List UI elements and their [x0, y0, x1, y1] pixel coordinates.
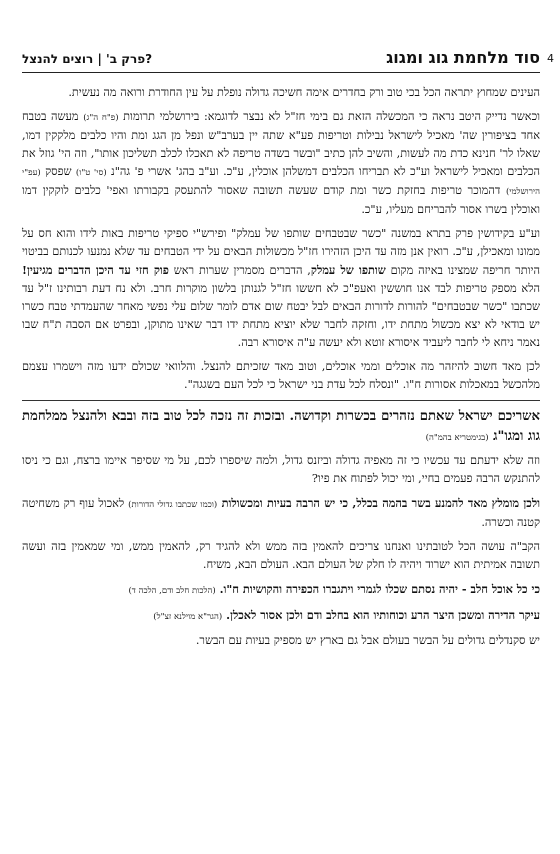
text-run: לאכול עוף רק משחיטה קטנה וכשרה. — [22, 497, 540, 529]
running-header — [22, 48, 540, 73]
paragraph-5: וזה שלא ידעתם עד עכשיו כי זה מאפיה גדולה וביזנס גדול, ולמה שיספרו לכם, על מי שסיפר איימו ברצח, וגם כי ניסו להתנקש הרבה פעמים בחיי, ומי יכול לפתוח את פיו? — [22, 454, 540, 485]
bold-phrase: ולכן מומלץ מאד להמנע בשר בהמה בכלל, כי יש הרבה בעיות ומכשולות — [217, 496, 540, 510]
divider — [22, 400, 540, 401]
body-text — [22, 84, 540, 656]
bold-phrase: שותפו של עמלק — [310, 263, 386, 277]
page-number: 4 — [547, 52, 554, 65]
paragraph-6 — [22, 494, 540, 532]
heading-text: אשריכם ישראל שאתם נזהרים בכשרות וקדושה. ובזכות זה נזכה לכל טוב בזה ובבא ולהנצל ממלחמת גוג ומגו"ג — [22, 409, 540, 444]
section-heading — [22, 407, 540, 448]
paragraph-1: העינים שמחוץ יתראה הכל בכי טוב ורק בחדרים אימה חשיכה גדולה נופלת על עין החודרת ורואה מה נעשית. — [68, 86, 540, 99]
bold-phrase: פוק חזי עד היכן הדברים מגיעין! — [22, 263, 169, 277]
paragraph-9 — [22, 606, 540, 626]
text-run: דהמוכר טריפות בחזקת כשר ומת קודם שעשה תשובה שאסור להתעסק בקבורתו ואפי' כלבים לוקקין דמו ואוכלין בשרו אסור להבריחם מעליו, ע"כ. — [22, 184, 540, 216]
source-citation: (וכמו שכתבו גדולי הדורות) — [128, 500, 218, 510]
paragraph-3 — [22, 225, 540, 352]
paragraph-4: לכן מאד חשוב להיזהר מה אוכלים וממי אוכלים, וטוב מאד שזכיתם להנצל. והלוואי שכולם ידעו מזה וישמרו עצמם מלהכשל במאכלות אסורות ח"ו. "ונסלח לכל עדת בני ישראל כי לכל העם בשגגה". — [22, 360, 540, 391]
bold-phrase: עיקר הדירה ומשכן היצר הרע וכוחותיו הוא בחלב ודם ולכן אסור לאכלן. — [222, 608, 540, 622]
source-citation: (סי' ט"ו) — [75, 168, 107, 178]
source-citation: (בגימטריא בהמ"ה) — [425, 433, 489, 443]
text-run: שפסק — [40, 165, 76, 178]
text-run: וכאשר נדייק היטב נראה כי המכשלה הזאת גם בימי חז"ל לא נבצר לדוגמא: בירושלמי תרומות — [118, 110, 540, 123]
chapter-title: פרק ב' | רוצים להנצל? — [22, 52, 153, 66]
text-run: הלא מספק טריפות לבד אנו חוששין ואעפ"כ לא חששו חז"ל לגנותן בלשון מוקרות חרב. ולא נח דעת רבותינו ז"ל עד שכתבו "כשר שבטבחים" להורות לדורות הבאים לבל יבטח שום אדם לומר שלום עלי נפשי מאחר שהעמדתי טבח כשרו יש בודאי לא יצא מכשול מתחת ידו, וחזקה לחבר שלא יוציא מתחת ידו דבר שאינו מתוקן, ובפרט אם הסבה ת"ח שבו נאמר ניחא לי לחבר ליעביד איסורא זוטא ולא יעשה ע"ה איסורא רבה. — [22, 282, 540, 349]
source-citation: (הגר"א מוילנא זצ"ל) — [153, 612, 223, 622]
text-run: מעשה בטבח אחד בציפורין שה' מאכיל לישראל נבילות וטריפות פע"א שתה יין בערב"ש ונפל מן הגג ומת והיו כלבים מלקקין דמו, שאלו לר' חנינא כדת מה לעשות, והשיב להן כתיב "ובשר בשדה טריפה לא תאכלו לכלב תשליכון אותו", וזה הי' גוזל את הכלבים ומאכיל לישראל וע"כ לא תבריחו הכלבים דמשלהן אוכלין, ע"כ. וע"ב בהג' אשרי פ' גה"נ — [22, 110, 540, 178]
source-citation: (עפ"י הירושלמי) — [22, 168, 540, 197]
paragraph-10: יש סקנדלים גדולים על הבשר בעולם אבל גם בארץ יש מספיק בעיות עם הבשר. — [195, 634, 540, 647]
paragraph-2 — [22, 108, 540, 219]
bold-phrase: כי כל אוכל חלב - יהיה נסתם שכלו לגמרי ויתגברו הכפירה והקושיות ח"ו. — [215, 582, 540, 596]
paragraph-7: הקב"ה עושה הכל לטובתינו ואנחנו צריכים להאמין בזה ממש ולא להגיד רק, להאמין ממש, ומי שמאמין בזה ועשה תשובה אמיתית הוא ישרוד ויהיה לו חלק של העולם הבא. העולם הבא, משיח. — [22, 540, 540, 571]
text-run: , הדברים מסמרין שערות ראש — [168, 264, 311, 277]
paragraph-8 — [22, 580, 540, 600]
text-run: וע"ע בקידושין פרק בתרא במשנה "כשר שבטבחים שותפו של עמלק" ופירש"י ספיקי טריפות באות לידו והוא חס על ממונו ומאכילן, ע"כ. רואין אנן מזה עד היכן הזהירו חז"ל מכשולות הבאים על ידי הטבחים עד שלא נמנעו לכנותם בביטוי היותר חריפה שמצינו באיזה מקום — [22, 227, 540, 277]
source-citation: (פ"ח ה"ג) — [83, 113, 119, 123]
book-title: סוד מלחמת גוג ומגוג — [386, 48, 540, 67]
source-citation: (הלכות חלב ודם, הלכה ד) — [128, 586, 216, 596]
